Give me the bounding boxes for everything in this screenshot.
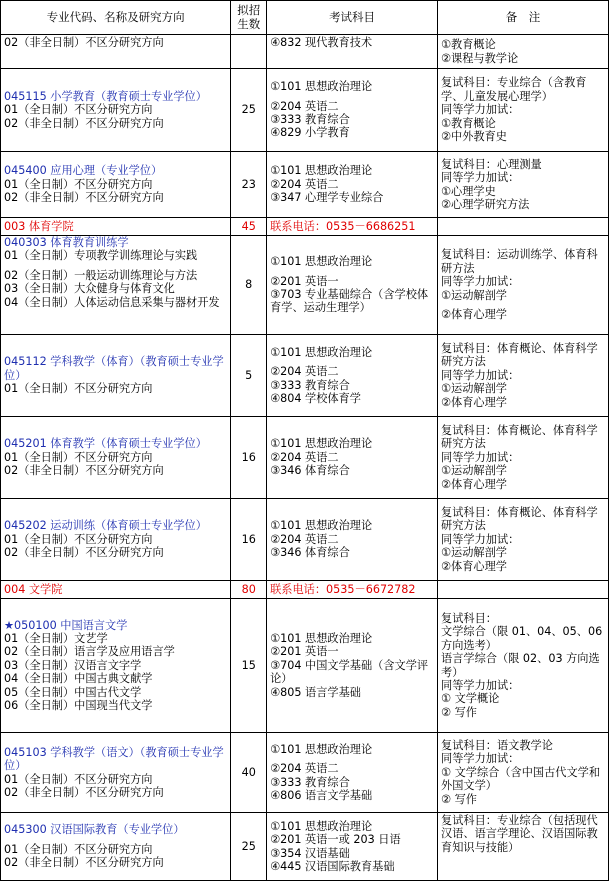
table-row: 045300 汉语国际教育（专业学位） 01（全日制）不区分研究方向 02（非全日制）不区分研究方向 25 ①101 思想政治理论 ②201 英语一或 203 日语 ③354 汉语基础 ④445 汉语国际教育基础 复试科目：专业综合（包括现代汉语、语言学理论、汉语国际教育知识与技能）	[1, 813, 609, 881]
header-quota: 拟招 生数	[231, 1, 267, 35]
table-row: 045103 学科教学（语文）（教育硕士专业学位） 01（全日制）不区分研究方向 02（非全日制）不区分研究方向 40 ①101 思想政治理论 ②204 英语二 ③333 教育综合 ④806 语言文学基础 复试科目：语文教学论 同等学力加试： ① 文学综合（含中国古代文学和外国文学） ② 写作	[1, 733, 609, 813]
table-header-row	[1, 1, 609, 35]
college-phone: 联系电话：0535－6686251	[267, 218, 438, 236]
major-title: ★050100 中国语言文学	[4, 618, 128, 632]
header-notes: 备 注	[438, 1, 609, 35]
table-row: 040303 体育教育训练学 01（全日制）专项教学训练理论与实践 02（全日制）一般运动训练理论与方法 03（全日制）大众健身与体育文化 04（全日制）人体运动信息采集与器材开发 8 ①101 思想政治理论 ②201 英语一 ③703 专业基础综合（含学校体育学、运动生理学） 复试科目：运动训练学、体育科研方法 同等学力加试： ①运动解剖学 ②体育心理学	[1, 236, 609, 335]
quota-value: 5	[231, 335, 267, 417]
quota-value: 16	[231, 417, 267, 499]
major-title: 045112 学科教学（体育）（教育硕士专业学位）	[4, 355, 224, 382]
quota-value: 23	[231, 152, 267, 218]
table-row: 045115 小学教育（教育硕士专业学位） 01（全日制）不区分研究方向 02（非全日制）不区分研究方向 25 ①101 思想政治理论 ②204 英语二 ③333 教育综合 ④829 小学教育 复试科目：专业综合（含教育学、儿童发展心理学） 同等学力加试： ①教育概论 ②中外教育史	[1, 69, 609, 152]
college-quota: 80	[231, 581, 267, 599]
college-row	[1, 218, 609, 236]
college-name: 004 文学院	[1, 581, 231, 599]
major-title: 045103 学科教学（语文）（教育硕士专业学位）	[4, 745, 224, 773]
table-row: 045400 应用心理（专业学位） 01（全日制）不区分研究方向 02（非全日制）不区分研究方向 23 ①101 思想政治理论 ②204 英语二 ③347 心理学专业综合 复试科目：心理测量 同等学力加试： ①心理学史 ②心理学研究方法	[1, 152, 609, 218]
quota-value: 25	[231, 69, 267, 152]
table-row: 045201 体育教学（体育硕士专业学位） 01（全日制）不区分研究方向 02（非全日制）不区分研究方向 16 ①101 思想政治理论 ②204 英语二 ③346 体育综合 复试科目：体育概论、体育科学研究方法 同等学力加试： ①运动解剖学 ②体育心理学	[1, 417, 609, 499]
quota-value: 15	[231, 599, 267, 733]
major-title: 045202 运动训练（体育硕士专业学位）	[4, 519, 207, 533]
college-row	[1, 581, 609, 599]
quota-value: 40	[231, 733, 267, 813]
header-major: 专业代码、名称及研究方向	[1, 1, 231, 35]
major-title: 045115 小学教育（教育硕士专业学位）	[4, 89, 207, 103]
table-row: ★050100 中国语言文学 01（全日制）文艺学 02（全日制）语言学及应用语言学 03（全日制）汉语言文字学 04（全日制）中国古典文献学 05（全日制）中国古代文学 06（全日制）中国现当代文学 15 ①101 思想政治理论 ②201 英语一 ③704 中国文学基础（含文学评论） ④805 语言学基础 复试科目： 文学综合（限 01、04、05、06 方向选考） 语言学综合（限 02、03 方向选考） 同等学力加试： ① 文学概论 ② 写作	[1, 599, 609, 733]
college-phone: 联系电话：0535－6672782	[267, 581, 438, 599]
table-row: 045112 学科教学（体育）（教育硕士专业学位） 01（全日制）不区分研究方向 5 ①101 思想政治理论 ②204 英语二 ③333 教育综合 ④804 学校体育学 复试科目：体育概论、体育科学研究方法 同等学力加试： ①运动解剖学 ②体育心理学	[1, 335, 609, 417]
header-subjects: 考试科目	[267, 1, 438, 35]
quota-value: 8	[231, 236, 267, 335]
major-title: 040303 体育教育训练学	[4, 236, 129, 249]
college-name: 003 体育学院	[1, 218, 231, 236]
major-title: 045300 汉语国际教育（专业学位）	[4, 823, 185, 837]
major-title: 045201 体育教学（体育硕士专业学位）	[4, 437, 207, 451]
college-quota: 45	[231, 218, 267, 236]
major-title: 045400 应用心理（专业学位）	[4, 164, 163, 178]
table-row: 02（非全日制）不区分研究方向 ④832 现代教育技术 ①教育概论 ②课程与教学论	[1, 35, 609, 69]
table-row: 045202 运动训练（体育硕士专业学位） 01（全日制）不区分研究方向 02（非全日制）不区分研究方向 16 ①101 思想政治理论 ②204 英语二 ③346 体育综合 复试科目：体育概论、体育科学研究方法 同等学力加试： ①运动解剖学 ②体育心理学	[1, 499, 609, 581]
quota-value: 16	[231, 499, 267, 581]
quota-value: 25	[231, 813, 267, 881]
